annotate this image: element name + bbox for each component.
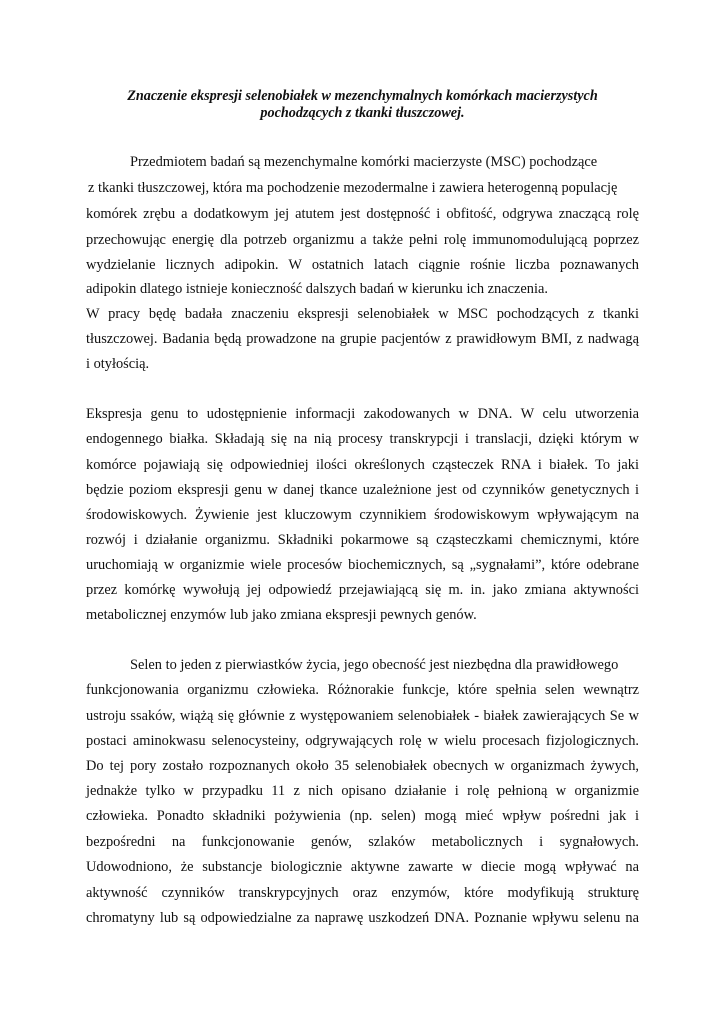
body-line: Selen to jeden z pierwiastków życia, jego obecność jest niezbędna dla prawidłowego xyxy=(130,657,619,673)
body-line: endogennego białka. Składają się na nią procesy transkrypcji i translacji, dzięki którym w xyxy=(86,431,639,447)
body-line: komórek zrębu a dodatkowym jej atutem jest dostępność i obfitość, odgrywa znaczącą rolę xyxy=(86,206,639,222)
body-line: środowiskowych. Żywienie jest kluczowym czynnikiem środowiskowym wpływającym na xyxy=(86,507,639,523)
body-line: komórce pojawiają się odpowiedniej ilości określonych cząsteczek RNA i białek. To jaki xyxy=(86,457,639,473)
body-line: metabolicznej enzymów lub jako zmiana ekspresji pewnych genów. xyxy=(86,607,477,623)
body-line: chromatyny lub są odpowiedzialne za naprawę uszkodzeń DNA. Poznanie wpływu selenu na xyxy=(86,910,639,926)
body-line: W pracy będę badała znaczeniu ekspresji selenobiałek w MSC pochodzących z tkanki xyxy=(86,306,639,322)
body-line: Ekspresja genu to udostępnienie informacji zakodowanych w DNA. W celu utworzenia xyxy=(86,406,639,422)
body-line: przechowując energię dla potrzeb organizmu a także pełni rolę immunomodulującą poprzez xyxy=(86,232,639,248)
document-title-line-2: pochodzących z tkanki tłuszczowej. xyxy=(260,105,465,121)
body-line: człowieka. Ponadto składniki pożywienia (np. selen) mogą mieć wpływ pośredni jak i xyxy=(86,808,639,824)
body-line: funkcjonowania organizmu człowieka. Różnorakie funkcje, które spełnia selen wewnątrz xyxy=(86,682,639,698)
body-line: Przedmiotem badań są mezenchymalne komórki macierzyste (MSC) pochodzące xyxy=(130,154,598,170)
body-line: uruchomiają w organizmie wiele procesów biochemicznych, są „sygnałami”, które odebrane xyxy=(86,557,639,573)
body-line: z tkanki tłuszczowej, która ma pochodzenie mezodermalne i zawiera heterogenną populację xyxy=(88,180,618,196)
body-line: tłuszczowej. Badania będą prowadzone na grupie pacjentów z prawidłowym BMI, z nadwagą xyxy=(86,331,639,347)
body-line: i otyłością. xyxy=(86,356,150,372)
body-line: rozwój i działanie organizmu. Składniki pokarmowe są cząsteczkami chemicznymi, które xyxy=(86,532,639,548)
document-title-line-1: Znaczenie ekspresji selenobiałek w mezenchymalnych komórkach macierzystych xyxy=(127,88,598,104)
body-line: aktywność czynników transkrypcyjnych oraz enzymów, które modyfikują strukturę xyxy=(86,885,639,901)
body-line: postaci aminokwasu selenocysteiny, odgrywających rolę w wielu procesach fizjologicznych. xyxy=(86,733,639,749)
body-line: Do tej pory zostało rozpoznanych około 35 selenobiałek obecnych w organizmach żywych, xyxy=(86,758,639,774)
body-line: wydzielanie licznych adipokin. W ostatnich latach ciągnie rośnie liczba poznawanych xyxy=(86,257,639,273)
body-line: ustroju ssaków, wiążą się głównie z występowaniem selenobiałek - białek zawierających Se w xyxy=(86,708,639,724)
body-line: będzie poziom ekspresji genu w danej tkance uzależnione jest od czynników genetycznych i xyxy=(86,482,639,498)
body-line: jednakże tylko w przypadku 11 z nich opisano działanie i rolę pełnioną w organizmie xyxy=(86,783,639,799)
body-line: bezpośredni na funkcjonowanie genów, szlaków metabolicznych i sygnałowych. xyxy=(86,834,639,850)
body-line: Udowodniono, że substancje biologicznie aktywne zawarte w diecie mogą wpływać na xyxy=(86,859,639,875)
body-line: przez komórkę wywołują jej odpowiedź przejawiającą się m. in. jako zmiana aktywności xyxy=(86,582,639,598)
body-line: adipokin dlatego istnieje konieczność dalszych badań w kierunku ich znaczenia. xyxy=(86,281,548,297)
